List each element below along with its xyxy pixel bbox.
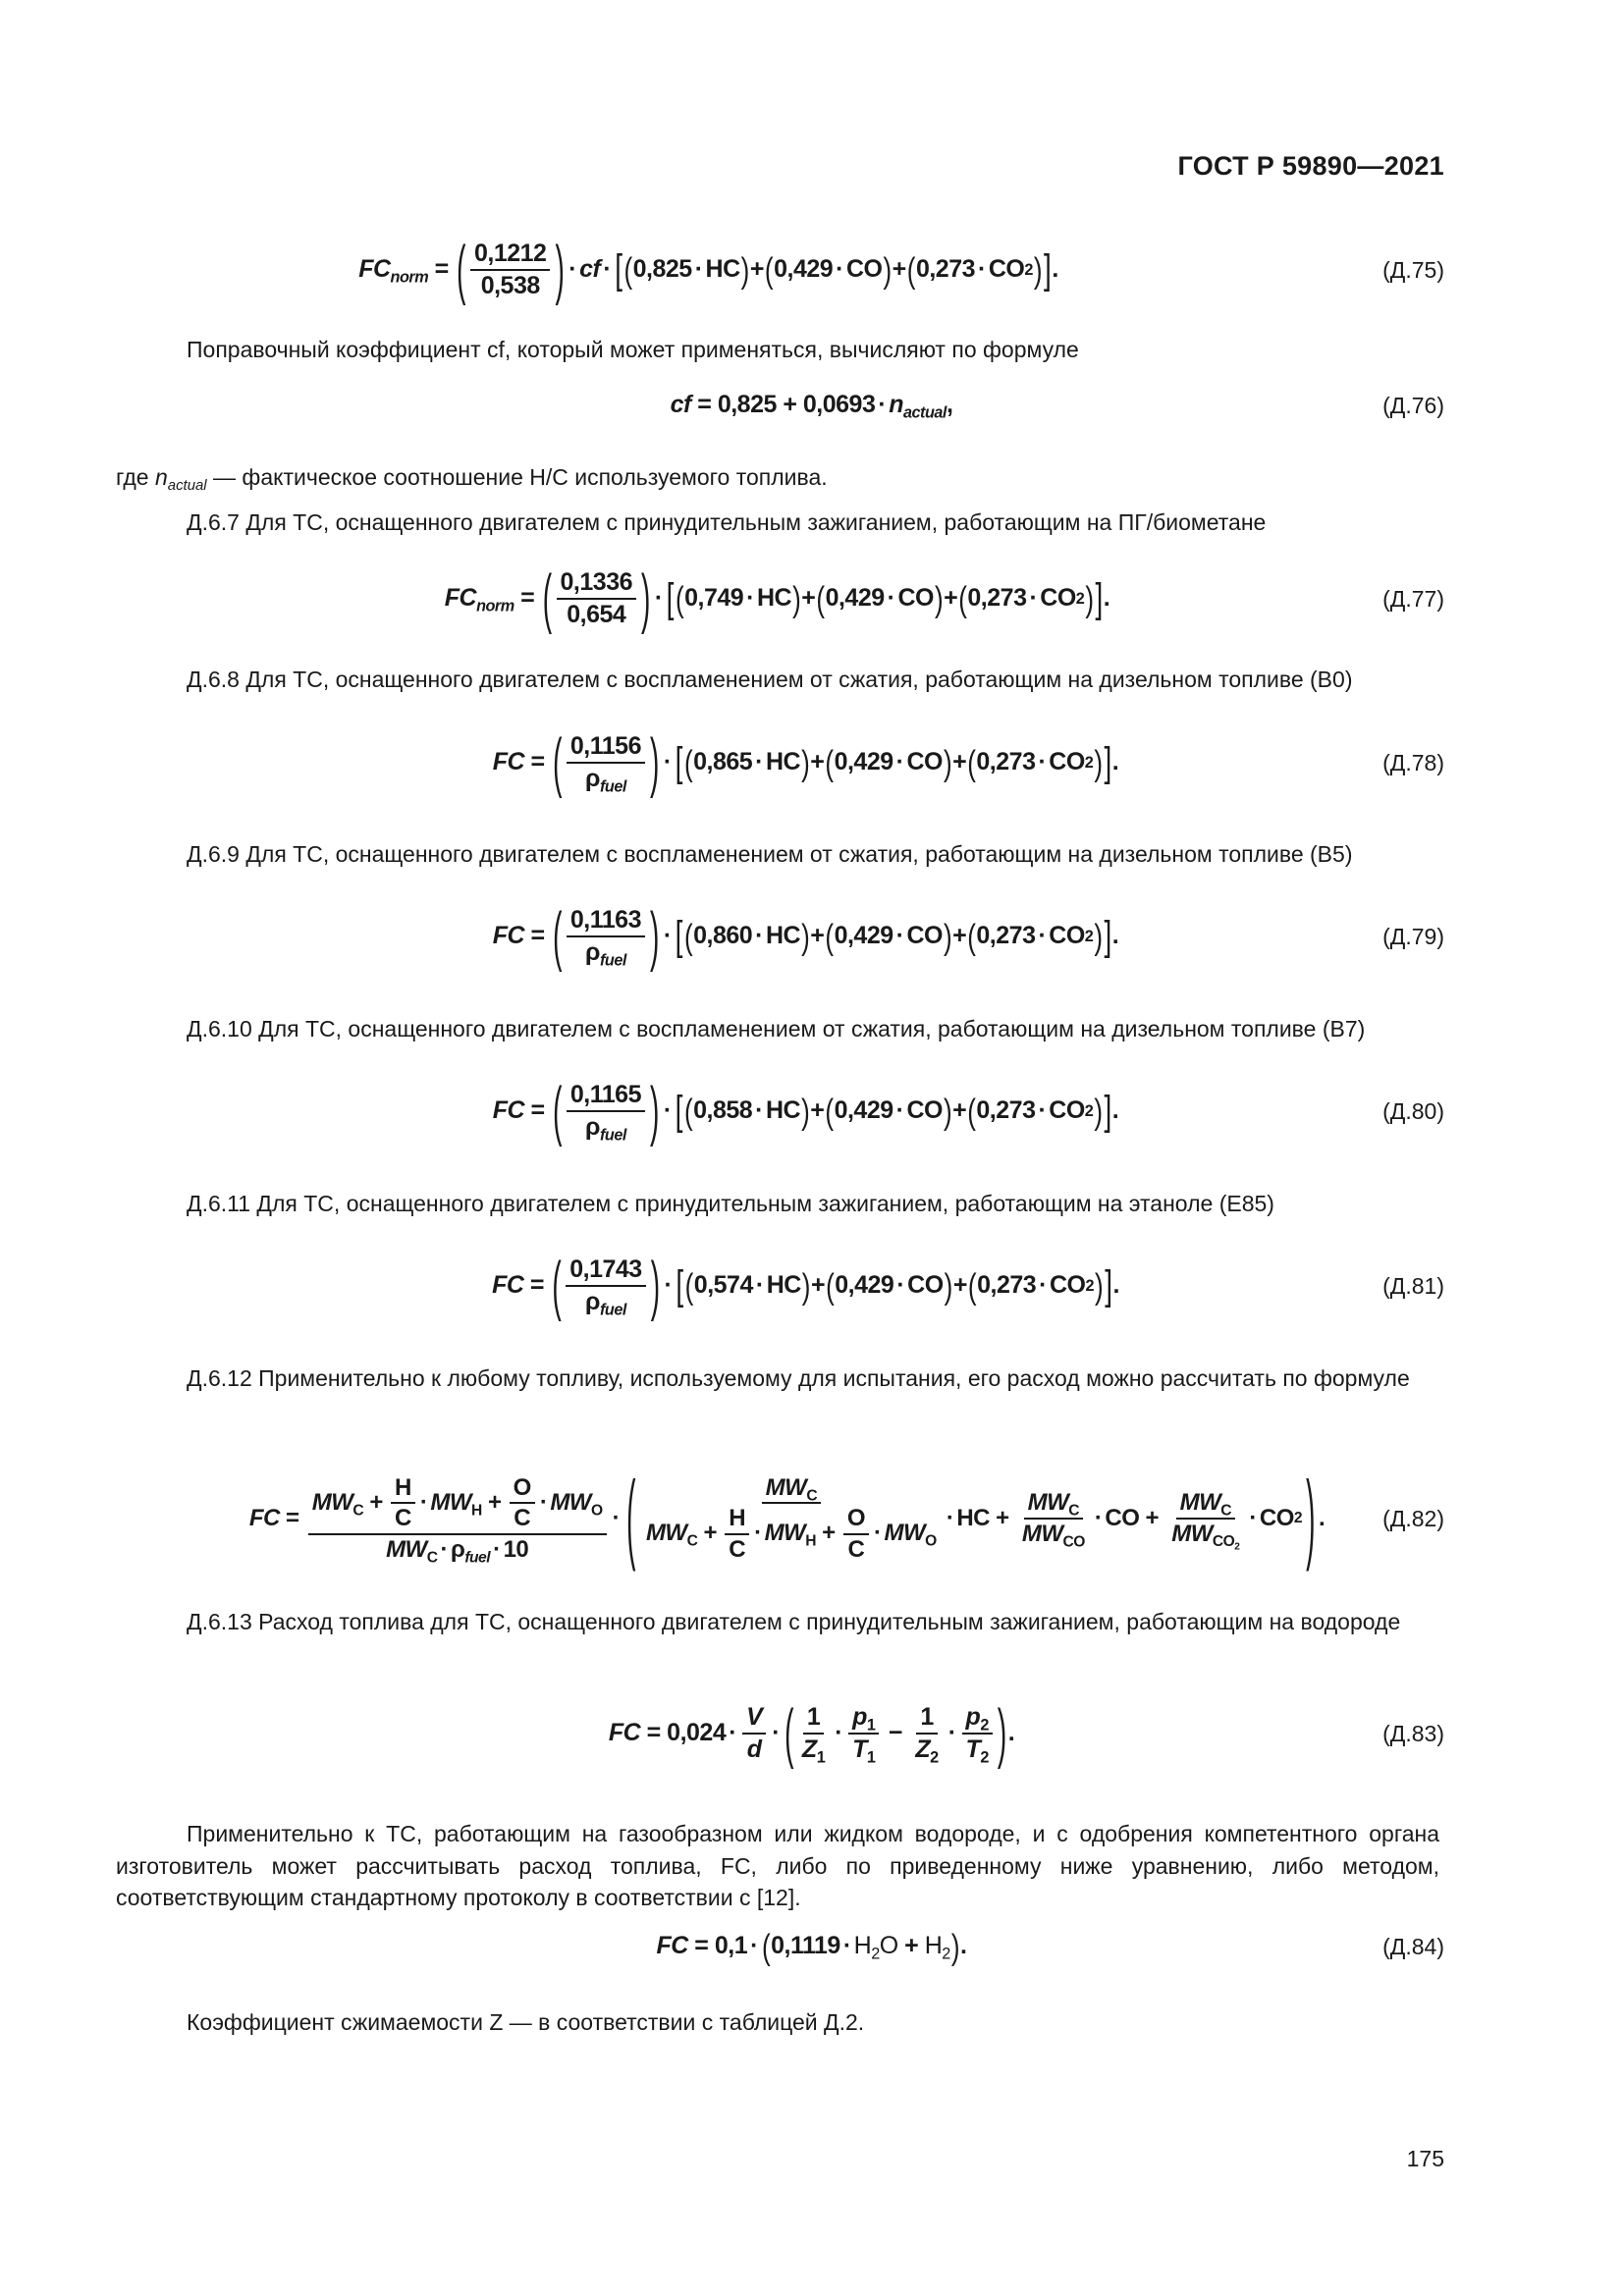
paragraph-d611: Д.6.11 Для ТС, оснащенного двигателем с принудительным зажиганием, работающим на этаноле (Е85)	[187, 1191, 1274, 1216]
paragraph-d610: Д.6.10 Для ТС, оснащенного двигателем с воспламенением от сжатия, работающим на дизельном топливе (В7)	[187, 1016, 1366, 1041]
paragraph-compressibility: Коэффициент сжимаемости Z — в соответствии с таблицей Д.2.	[187, 2009, 865, 2035]
formula-d75: $FC_{norm}$ = ( $\frac{0,1212}{0,538}$ ) · cf · [ ( 0,825 · HC ) + ( 0,429 · CO ) + ( 0,273 · CO 2 ) ] . (Д.75)	[358, 232, 1444, 306]
paragraph-d69: Д.6.9 Для ТС, оснащенного двигателем с воспламенением от сжатия, работающим на дизельном топливе (В5)	[187, 841, 1353, 867]
equation-number: (Д.77)	[1382, 585, 1444, 612]
formula-d84: FC = 0,1 · ( 0,1119 · $H_2O$ + $H_2$ ) . (Д.84)	[656, 1925, 1444, 1967]
standard-header: ГОСТ Р 59890—2021	[1177, 151, 1444, 181]
paragraph-d68: Д.6.8 Для ТС, оснащенного двигателем с воспламенением от сжатия, работающим на дизельном топливе (В0)	[187, 667, 1353, 692]
paragraph-cf-intro: Поправочный коэффициент cf, который может применяться, вычисляют по формуле	[187, 337, 1079, 362]
equation-number: (Д.76)	[1382, 392, 1444, 418]
paragraph-hydrogen: Применительно к ТС, работающим на газообразном или жидком водороде, и с одобрения компетентного органа изготовитель может рассчитывать расход топлива, FC, либо по приведенному ниже уравнению, либо методом, соответствующим стандартному протоколу в соответствии с [12].	[116, 1821, 1439, 1911]
paragraph-d67: Д.6.7 Для ТС, оснащенного двигателем с принудительным зажиганием, работающим на ПГ/биометане	[187, 509, 1267, 535]
formula-d76: cf = 0,825 + 0,0693 · $n_{actual}$ , (Д.76)	[670, 391, 1444, 422]
formula-d78: FC = ( $\frac{0,1156}{\rho_{fuel}}$ ) · [ ( 0,865 · HC ) + ( 0,429 · CO ) + ( 0,273 · CO 2 ) ] . (Д.78)	[492, 724, 1444, 799]
formula-d77: $FC_{norm}$ = ( $\frac{0,1336}{0,654}$ ) · [ ( 0,749 · HC ) + ( 0,429 · CO ) + ( 0,273 · CO 2 ) ] . (Д.77)	[444, 561, 1444, 635]
formula-d79: FC = ( $\frac{0,1163}{\rho_{fuel}}$ ) · [ ( 0,860 · HC ) + ( 0,429 · CO ) + ( 0,273 · CO 2 ) ] . (Д.79)	[492, 898, 1444, 973]
equation-number: (Д.78)	[1382, 749, 1444, 775]
equation-number: (Д.84)	[1382, 1933, 1444, 1959]
paragraph-d613: Д.6.13 Расход топлива для ТС, оснащенного двигателем с принудительным зажиганием, работающим на водороде	[187, 1609, 1401, 1634]
equation-number: (Д.83)	[1382, 1720, 1444, 1746]
paragraph-where: где $n_{actual}$ — фактическое соотношение Н/С используемого топлива.	[116, 464, 828, 495]
equation-number: (Д.75)	[1382, 256, 1444, 283]
formula-d82: FC = $MW_C$ + $\frac{H}{C}$ · $MW_H$ + $\frac{O}{C}$ · $MW_O$ $MW_C \cdot \rho_{fuel} \cdot 10$ · ( $MW_C$ $MW_C$ + $\frac{H}{C}$ · $MW_H$ + $\frac{O}{C}$ · $MW_O$ · HC + $\frac{MW_C}{MW_{CO}}$ · CO + $\frac{MW_C}{MW_{CO_2}}$ · CO 2 ) . (Д.82)	[248, 1462, 1444, 1573]
equation-number: (Д.82)	[1382, 1505, 1444, 1531]
formula-d80: FC = ( $\frac{0,1165}{\rho_{fuel}}$ ) · [ ( 0,858 · HC ) + ( 0,429 · CO ) + ( 0,273 · CO 2 ) ] . (Д.80)	[492, 1073, 1444, 1148]
equation-number: (Д.81)	[1382, 1272, 1444, 1299]
equation-number: (Д.79)	[1382, 923, 1444, 949]
formula-d83: FC = 0,024 · $\frac{V}{d}$ · ( $\frac{1}{Z_1}$ · $\frac{p_1}{T_1}$ − $\frac{1}{Z_2}$ · $\frac{p_2}{T_2}$ ) . (Д.83)	[608, 1695, 1444, 1770]
paragraph-d612: Д.6.12 Применительно к любому топливу, используемому для испытания, его расход можно рассчитать по формуле	[187, 1365, 1410, 1391]
equation-number: (Д.80)	[1382, 1097, 1444, 1124]
formula-d81: FC = ( $\frac{0,1743}{\rho_{fuel}}$ ) · [ ( 0,574 · HC ) + ( 0,429 · CO ) + ( 0,273 · CO 2 ) ] . (Д.81)	[492, 1248, 1444, 1322]
page-number: 175	[1406, 2146, 1444, 2171]
